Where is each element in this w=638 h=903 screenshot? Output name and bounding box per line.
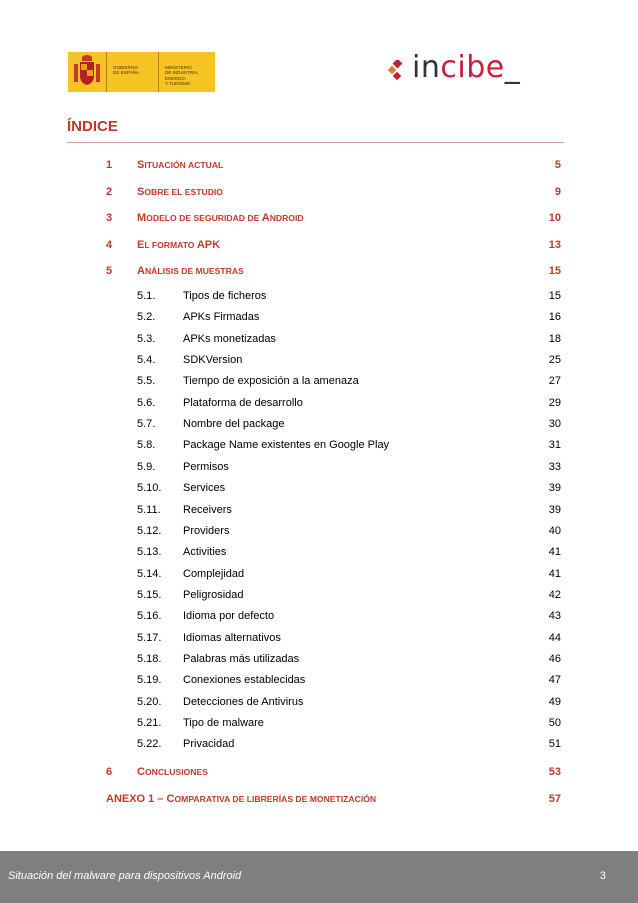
chapter-number: 4 [106,239,113,251]
toc-subsection-row[interactable] [0,696,638,712]
toc-subsection-row[interactable] [0,525,638,541]
subsection-page-number: 39 [548,482,561,495]
chapter-title-rest-2: NDROID [269,213,304,223]
chapter-number: 3 [106,212,113,224]
toc-subsection-row[interactable] [0,375,638,391]
subsection-page-number: 40 [548,524,561,537]
toc-subsection-row[interactable] [0,568,638,584]
annex-title-lead: ANEXO 1 – [106,793,167,805]
title-divider [67,142,564,143]
subsection-title: Peligrosidad [183,588,244,601]
subsection-number: 5.4. [137,354,156,367]
chapter-title-rest: ITUACIÓN ACTUAL [144,160,224,170]
toc-chapter-row[interactable] [0,766,638,782]
subsection-page-number: 33 [548,460,561,473]
chapter-title-initial: A [137,265,145,277]
toc-chapter-row[interactable] [0,239,638,255]
footer-document-title: Situación del malware para dispositivos Android [8,870,242,882]
subsection-number: 5.19. [137,674,162,687]
subsection-page-number: 46 [548,652,561,665]
index-title: ÍNDICE [67,118,118,135]
annex-title [106,793,376,805]
toc-chapter-row[interactable] [0,186,638,202]
toc-subsection-row[interactable] [0,504,638,520]
subsection-page-number: 47 [548,674,561,687]
subsection-number: 5.20. [137,695,162,708]
chapter-number: 5 [106,265,113,277]
chapter-title-initial: C [137,766,145,778]
page-footer [0,851,638,903]
chapter-page-number: 9 [554,186,561,198]
gov-name-text: GOBIERNO DE ESPAÑA [106,52,158,92]
subsection-page-number: 29 [548,396,561,409]
chapter-page-number: 10 [548,212,561,224]
toc-subsection-row[interactable] [0,418,638,434]
toc-subsection-row[interactable] [0,397,638,413]
toc-chapter-row[interactable] [0,265,638,281]
subsection-number: 5.11. [137,503,161,516]
subsection-title: Package Name existentes en Google Play [183,439,390,452]
toc-subsection-row[interactable] [0,589,638,605]
subsection-number: 5.10. [137,482,162,495]
subsection-page-number: 49 [548,695,561,708]
toc-subsection-row[interactable] [0,610,638,626]
subsection-title: Conexiones establecidas [183,674,306,687]
chapter-title-initial-2: A [261,212,270,224]
subsection-page-number: 39 [548,503,561,516]
chapter-title-initial: E [137,239,145,251]
toc-subsection-row[interactable] [0,717,638,733]
subsection-page-number: 50 [548,717,561,729]
subsection-title: Idioma por defecto [183,610,275,623]
subsection-title: Tiempo de exposición a la amenaza [183,375,359,388]
toc-subsection-row[interactable] [0,311,638,327]
toc-subsection-row[interactable] [0,653,638,669]
subsection-page-number: 51 [548,738,561,751]
subsection-title: Activities [183,546,227,559]
subsection-title: SDKVersion [183,354,243,367]
toc-subsection-row[interactable] [0,674,638,690]
incibe-logo [388,50,568,86]
subsection-title: Providers [183,524,230,537]
toc-chapter-row[interactable] [0,212,638,228]
incibe-wordmark: incibe_ [412,50,521,85]
subsection-title: Privacidad [183,738,235,751]
toc-subsection-row[interactable] [0,482,638,498]
toc-subsection-row[interactable] [0,333,638,349]
subsection-title: Nombre del package [183,418,285,431]
chapter-title-rest: NÁLISIS DE MUESTRAS [144,266,244,276]
chapter-title [137,159,223,171]
subsection-title: Detecciones de Antivirus [183,695,304,708]
coat-of-arms-icon [68,52,106,92]
subsection-number: 5.7. [137,418,156,431]
chapter-number: 1 [106,159,113,171]
annex-title-initial: C [166,793,175,805]
subsection-number: 5.16. [137,610,162,623]
chapter-title-initial: S [137,159,145,171]
toc-subsection-row[interactable] [0,439,638,455]
subsection-title: Tipos de ficheros [183,290,267,302]
toc-subsection-row[interactable] [0,632,638,648]
chapter-title [137,186,223,198]
subsection-number: 5.17. [137,631,162,644]
subsection-number: 5.12. [137,524,162,537]
subsection-number: 5.13. [137,546,162,559]
subsection-number: 5.18. [137,652,162,665]
chapter-title-rest: OBRE EL ESTUDIO [144,187,223,197]
subsection-title: Permisos [183,460,229,473]
chapter-title-initial-2: APK [196,239,221,251]
annex-page-number: 57 [548,793,561,805]
chapter-title [137,239,220,251]
subsection-title: Tipo de malware [183,717,264,729]
toc-subsection-row[interactable] [0,546,638,562]
toc-annex-row[interactable] [0,793,638,809]
subsection-page-number: 18 [548,332,561,345]
subsection-title: APKs monetizadas [183,332,276,345]
subsection-number: 5.1. [137,290,156,302]
subsection-number: 5.2. [137,311,156,324]
chapter-title-rest: ODELO DE SEGURIDAD DE [146,213,262,223]
subsection-page-number: 41 [548,567,561,580]
chapter-page-number: 53 [548,766,561,778]
toc-chapter-row[interactable] [0,159,638,175]
subsection-title: APKs Firmadas [183,311,260,324]
subsection-number: 5.9. [137,460,156,473]
subsection-page-number: 15 [548,290,561,302]
chapter-number: 6 [106,766,113,778]
toc-subsection-row[interactable] [0,738,638,754]
chapter-page-number: 15 [548,265,561,277]
subsection-number: 5.8. [137,439,156,452]
ministry-name-text: MINISTERIO DE INDUSTRIA, ENERGÍA Y TURISMO [158,52,215,92]
subsection-page-number: 30 [548,418,561,431]
subsection-number: 5.3. [137,332,156,345]
subsection-page-number: 44 [548,631,561,644]
subsection-title: Complejidad [183,567,245,580]
chapter-title-initial: M [137,212,147,224]
subsection-page-number: 41 [548,546,561,559]
subsection-page-number: 16 [548,311,561,324]
toc-subsection-row[interactable] [0,354,638,370]
chapter-title-initial: S [137,186,145,198]
chapter-number: 2 [106,186,113,198]
chapter-title-rest: ONCLUSIONES [144,767,208,777]
subsection-page-number: 42 [548,588,561,601]
subsection-number: 5.5. [137,375,156,388]
annex-title-rest: OMPARATIVA DE LIBRERÍAS DE MONETIZACIÓN [174,794,377,804]
toc-subsection-row[interactable] [0,290,638,306]
chapter-title [137,212,304,224]
subsection-page-number: 43 [548,610,561,623]
chapter-title-rest: L FORMATO [144,240,197,250]
subsection-number: 5.15. [137,588,162,601]
subsection-number: 5.22. [137,738,162,751]
chapter-page-number: 5 [554,159,561,171]
subsection-title: Idiomas alternativos [183,631,281,644]
government-logo [68,52,215,92]
chapter-title [137,265,244,277]
subsection-title: Palabras más utilizadas [183,652,300,665]
subsection-title: Services [183,482,226,495]
subsection-page-number: 31 [548,439,561,452]
subsection-title: Receivers [183,503,232,516]
chapter-title [137,766,208,778]
chapter-page-number: 13 [548,239,561,251]
subsection-number: 5.21. [137,717,162,729]
toc-subsection-row[interactable] [0,461,638,477]
subsection-page-number: 27 [548,375,561,388]
subsection-page-number: 25 [548,354,561,367]
subsection-title: Plataforma de desarrollo [183,396,303,409]
subsection-number: 5.14. [137,567,162,580]
subsection-number: 5.6. [137,396,156,409]
incibe-diamond-icon [388,60,408,80]
footer-page-number: 3 [599,870,606,882]
